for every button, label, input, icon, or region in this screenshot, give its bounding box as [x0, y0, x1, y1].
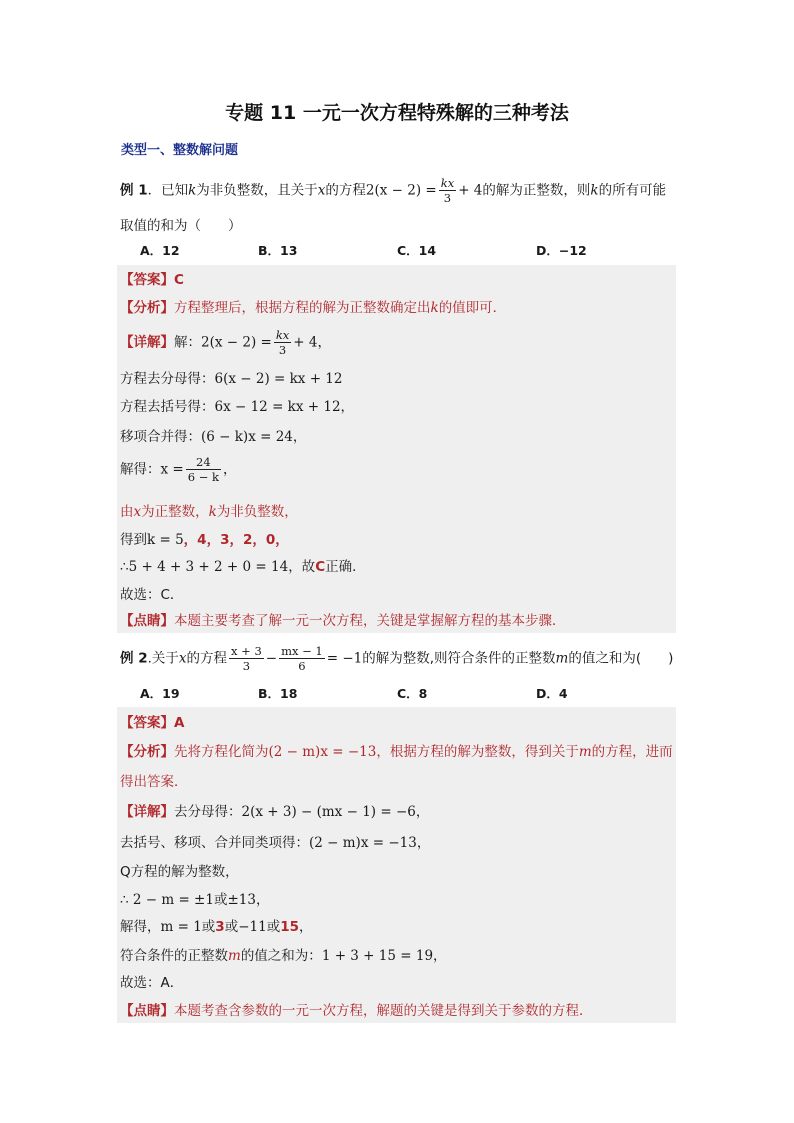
- option-b: B．13: [258, 243, 298, 258]
- example-2-label: 例 2: [120, 650, 148, 667]
- detail-eq-left: 2(x − 2) =: [201, 334, 272, 351]
- analysis-tag: 【分析】: [120, 300, 174, 316]
- analysis-text: 先将方程化简为: [174, 744, 269, 760]
- example-2-answer: [120, 711, 184, 731]
- var-x: x: [133, 504, 142, 520]
- solution-right: ，: [222, 461, 237, 478]
- step-equation: (6 − k)x = 24，: [201, 429, 307, 445]
- example-2-step-4: [120, 915, 313, 935]
- equation-right: = −1: [326, 650, 363, 667]
- example-2-analysis-line2: 得出答案．: [120, 774, 188, 790]
- var-m: m: [555, 650, 569, 667]
- step-label: 去括号、移项、合并同类项得：: [120, 835, 309, 851]
- detail-text: 去分母得：: [174, 804, 242, 820]
- option-d: D．−12: [536, 243, 587, 258]
- fraction-x-plus-3-over-3: [229, 644, 264, 673]
- detail-eq-right: + 4，: [293, 334, 331, 351]
- example-1-step-2: [120, 395, 354, 415]
- page-title: 专题 11 一元一次方程特殊解的三种考法: [225, 102, 569, 124]
- step-text: ，: [299, 919, 313, 935]
- example-1-step-4: [120, 455, 236, 484]
- stem-text: 的解为正整数，则: [482, 182, 591, 199]
- example-1-step-1: [120, 367, 342, 387]
- analysis-equation: (2 − m)x = −13: [268, 744, 377, 760]
- comment-tag: 【点睛】: [120, 613, 174, 629]
- detail-tag: 【详解】: [120, 334, 174, 351]
- example-2-step-5: [120, 944, 447, 964]
- condition-text: 为非负整数，: [216, 504, 298, 520]
- var-k: k: [188, 182, 197, 199]
- example-2-step-1: [120, 831, 430, 851]
- option-a: A．12: [140, 243, 180, 258]
- option-a: A．19: [140, 686, 180, 701]
- numerator: x + 3: [231, 644, 262, 658]
- step-label: 的值之和为：: [240, 948, 322, 964]
- numerator: kx: [440, 176, 455, 190]
- type-one-heading: 类型一、整数解问题: [121, 143, 239, 158]
- var-m: m: [228, 948, 241, 964]
- option-c: C．14: [397, 243, 437, 258]
- stem-text: 的所有可能: [598, 182, 667, 199]
- step-label: 方程去分母得：: [120, 371, 215, 387]
- analysis-text: 方程整理后，根据方程的解为正整数确定出: [174, 300, 431, 316]
- fraction-mx-minus-1-over-6: [279, 644, 325, 673]
- example-2-step-2: Q方程的解为整数，: [120, 864, 239, 880]
- stem-text: .关于: [147, 650, 179, 667]
- step-label: 符合条件的正整数: [120, 948, 228, 964]
- numerator: kx: [275, 328, 290, 342]
- sum-text: 正确．: [325, 559, 366, 575]
- option-c: C．8: [397, 686, 428, 701]
- k-value-equation: k = 5: [147, 532, 184, 548]
- stem-text: 为非负整数，且关于: [196, 182, 318, 199]
- analysis-tag: 【分析】: [120, 744, 174, 760]
- detail-text: 解：: [174, 334, 201, 351]
- k-values-text: 得到: [120, 532, 147, 548]
- step-label: 移项合并得：: [120, 429, 201, 445]
- var-m: m: [578, 744, 592, 760]
- numerator: mx − 1: [281, 644, 323, 658]
- option-b: B．18: [258, 686, 298, 701]
- stem-text: 的解为整数,则符合条件的正整数: [362, 650, 556, 667]
- comment-text: 本题主要考查了解一元一次方程，关键是掌握解方程的基本步骤．: [174, 613, 566, 629]
- stem-text: ．已知: [147, 182, 189, 199]
- solution-left: x =: [160, 461, 184, 478]
- var-x: x: [317, 182, 326, 199]
- fraction-24-over-6-minus-k: [186, 455, 221, 484]
- example-1-stem-line2: 取值的和为（ ）: [120, 218, 242, 234]
- example-2-step-3: ∴ 2 − m = ±1或±13，: [120, 892, 270, 908]
- example-2-analysis: [120, 740, 673, 760]
- analysis-text: 的方程，进而: [591, 744, 673, 760]
- answer-value: A: [174, 715, 185, 731]
- answer-tag: 【答案】: [120, 715, 174, 731]
- example-2-comment: [120, 999, 593, 1019]
- equation-right: + 4: [458, 182, 483, 199]
- fraction-kx-over-3: [274, 328, 291, 357]
- stem-text: 的方程: [186, 650, 228, 667]
- denominator: 3: [443, 191, 452, 205]
- stem-text: 的方程: [325, 182, 366, 199]
- example-1-solution-box: [117, 265, 676, 633]
- detail-tag: 【详解】: [120, 804, 174, 820]
- stem-text: 的值之和为( ): [568, 650, 674, 667]
- example-1-stem: [120, 176, 666, 205]
- denominator: 3: [278, 343, 287, 357]
- example-1-k-values: [120, 528, 289, 548]
- example-1-choose: 故选：C．: [120, 587, 184, 603]
- example-1-detail: [120, 328, 331, 357]
- sum-equation: ∴5 + 4 + 3 + 2 + 0 = 14: [120, 559, 289, 575]
- step-equation: 1 + 3 + 15 = 19，: [321, 948, 447, 964]
- fraction-kx-over-3: [439, 176, 456, 205]
- example-1-comment: [120, 609, 566, 629]
- step-equation: m = 1或: [160, 919, 216, 935]
- var-k: k: [430, 300, 439, 316]
- step-equation: 或−11或: [224, 919, 281, 935]
- step-equation: 6x − 12 = kx + 12，: [214, 399, 355, 415]
- example-1-step-3: [120, 425, 306, 445]
- sum-answer: C: [315, 559, 326, 575]
- k-values-list: ，4，3，2，0，: [183, 532, 289, 548]
- step-equation: (2 − m)x = −13，: [309, 835, 431, 851]
- example-1-sum: [120, 555, 366, 575]
- example-2-stem: [120, 644, 673, 673]
- comment-text: 本题考查含参数的一元一次方程，解题的关键是得到关于参数的方程．: [174, 1003, 593, 1019]
- condition-text: 由: [120, 504, 134, 520]
- example-1-label: 例 1: [120, 182, 148, 199]
- step-equation: 6(x − 2) = kx + 12: [214, 371, 343, 387]
- option-d: D．4: [536, 686, 568, 701]
- example-1-answer: [120, 268, 184, 288]
- condition-text: 为正整数，: [141, 504, 209, 520]
- denominator: 6 − k: [187, 470, 219, 484]
- denominator: 3: [242, 659, 251, 673]
- detail-equation: 2(x + 3) − (mx − 1) = −6，: [241, 804, 430, 820]
- var-x: x: [178, 650, 187, 667]
- example-1-condition: [120, 500, 298, 520]
- sum-text: ，故: [288, 559, 316, 575]
- solution-value: 15: [280, 919, 299, 935]
- denominator: 6: [298, 659, 306, 673]
- example-1-analysis: [120, 296, 506, 316]
- answer-value: C: [174, 272, 184, 288]
- answer-tag: 【答案】: [120, 272, 174, 288]
- equation-left: 2(x − 2) =: [365, 182, 437, 199]
- comment-tag: 【点睛】: [120, 1003, 174, 1019]
- step-label: 方程去括号得：: [120, 399, 215, 415]
- example-2-detail: [120, 800, 429, 820]
- example-2-choose: 故选：A．: [120, 975, 184, 991]
- analysis-text: ，根据方程的解为整数，得到关于: [376, 744, 579, 760]
- analysis-text: 的值即可．: [438, 300, 507, 316]
- var-k: k: [590, 182, 599, 199]
- minus-sign: −: [265, 650, 278, 667]
- step-label: 解得：: [120, 461, 161, 478]
- solution-value: 3: [215, 919, 225, 935]
- numerator: 24: [186, 455, 221, 470]
- var-k: k: [208, 504, 217, 520]
- step-label: 解得，: [120, 919, 161, 935]
